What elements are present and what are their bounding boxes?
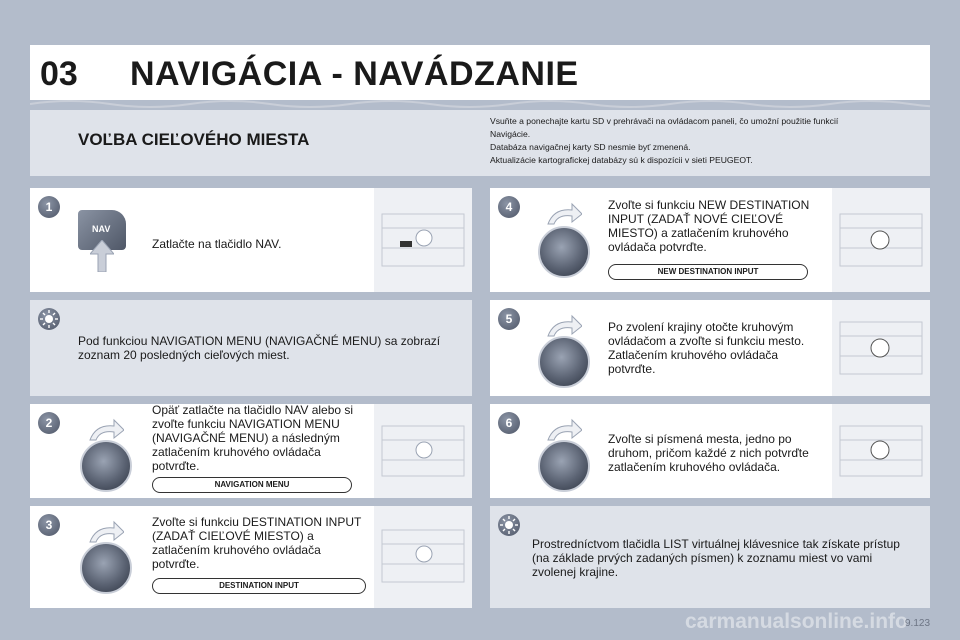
step-4-text: Zvoľte si funkciu NEW DESTINATION INPUT (ZADAŤ NOVÉ CIEĽOVÉ MIESTO) a zatlačením kruhového ovládača potvrďte. xyxy=(608,198,810,254)
lightbulb-icon xyxy=(498,514,520,536)
step-number-badge: 3 xyxy=(38,514,60,536)
radio-panel-illustration xyxy=(374,404,472,498)
rotate-arrow-icon xyxy=(546,418,582,442)
step-number-badge: 5 xyxy=(498,308,520,330)
rotary-knob-icon xyxy=(538,226,590,278)
rotate-arrow-icon xyxy=(88,520,124,544)
step-number-badge: 4 xyxy=(498,196,520,218)
step-number-badge: 6 xyxy=(498,412,520,434)
page-number: 9.123 xyxy=(905,618,931,629)
rotary-knob-icon xyxy=(80,542,132,594)
intro-line: Navigácie. xyxy=(490,129,531,139)
page-title: NAVIGÁCIA - NAVÁDZANIE xyxy=(130,55,579,93)
press-arrow-icon xyxy=(90,240,114,272)
destination-input-label: DESTINATION INPUT xyxy=(152,578,366,594)
intro-line: Aktualizácie kartografickej databázy sú k dispozícii v sieti PEUGEOT. xyxy=(490,155,753,165)
rotary-knob-icon xyxy=(538,440,590,492)
intro-text xyxy=(490,115,910,167)
rotary-knob-icon xyxy=(80,440,132,492)
watermark: carmanualsonline.info xyxy=(685,610,908,633)
tip-1-text: Pod funkciou NAVIGATION MENU (NAVIGAČNÉ MENU) sa zobrazí zoznam 20 posledných cieľových miest. xyxy=(78,334,441,362)
step-number-badge: 1 xyxy=(38,196,60,218)
intro-line: Databáza navigačnej karty SD nesmie byť zmenená. xyxy=(490,142,691,152)
radio-panel-illustration xyxy=(832,300,930,396)
rotate-arrow-icon xyxy=(546,202,582,226)
lightbulb-icon xyxy=(38,308,60,330)
chapter-number: 03 xyxy=(40,55,78,93)
section-heading: VOĽBA CIEĽOVÉHO MIESTA xyxy=(78,130,310,149)
step-5-text: Po zvolení krajiny otočte kruhovým ovládačom a zvoľte si funkciu mesto. Zatlačením kruhového ovládača potvrďte. xyxy=(608,320,805,376)
step-3-text: Zvoľte si funkciu DESTINATION INPUT (ZADAŤ CIEĽOVÉ MIESTO) a zatlačením kruhového ovládača potvrďte. xyxy=(152,515,362,571)
new-destination-input-label: NEW DESTINATION INPUT xyxy=(608,264,808,280)
rotary-knob-icon xyxy=(538,336,590,388)
step-1-text: Zatlačte na tlačidlo NAV. xyxy=(152,237,282,251)
rotate-arrow-icon xyxy=(546,314,582,338)
radio-panel-illustration xyxy=(832,188,930,292)
step-2-text: Opäť zatlačte na tlačidlo NAV alebo si zvoľte funkciu NAVIGATION MENU (NAVIGAČNÉ MENU) a následným zatlačením kruhového ovládača potvrďte. xyxy=(152,403,354,473)
nav-button-label: NAV xyxy=(92,224,111,234)
step-number-badge: 2 xyxy=(38,412,60,434)
decorative-wave xyxy=(30,98,930,110)
intro-line: Vsuňte a ponechajte kartu SD v prehrávači na ovládacom paneli, čo umožní použitie funkcií xyxy=(490,116,839,126)
tip-2-text: Prostredníctvom tlačidla LIST virtuálnej klávesnice tak získate prístup (na základe prvých zadaných písmen) k zoznamu miest vo vami zvolenej krajine. xyxy=(532,537,900,579)
step-6-text: Zvoľte si písmená mesta, jedno po druhom, pričom každé z nich potvrďte zatlačením kruhového ovládača. xyxy=(608,432,809,474)
rotate-arrow-icon xyxy=(88,418,124,442)
navigation-menu-label: NAVIGATION MENU xyxy=(152,477,352,493)
radio-panel-illustration xyxy=(374,506,472,608)
radio-panel-illustration xyxy=(374,188,472,292)
radio-panel-illustration xyxy=(832,404,930,498)
